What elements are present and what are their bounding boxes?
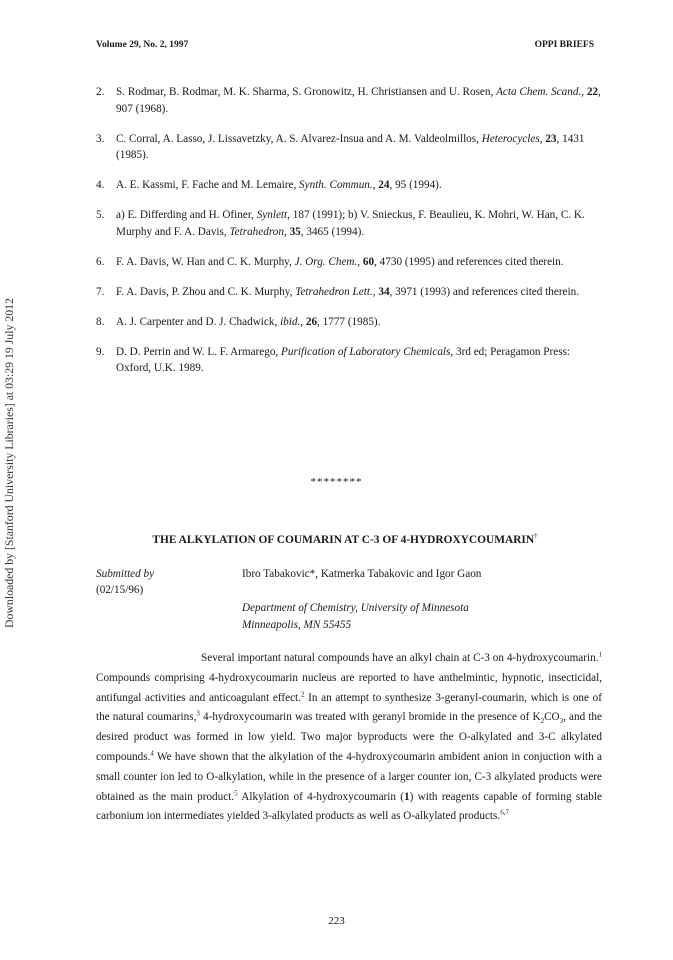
reference-pages: , 907 (1968). bbox=[116, 86, 601, 115]
reference-volume: 23 bbox=[545, 132, 557, 145]
reference-journal: Synth. Commun. bbox=[299, 179, 373, 191]
body-sentence: In an attempt to synthesize 3-geranyl-coumarin, which is one of the natural coumarins, bbox=[96, 691, 602, 724]
reference-journal: Acta Chem. Scand. bbox=[496, 86, 582, 98]
submitted-label: Submitted by bbox=[96, 568, 155, 580]
reference-sep: , bbox=[372, 285, 379, 298]
reference-authors: C. Corral, A. Lasso, J. Lissavetzky, A. S. Alvarez-Insua and A. M. Valdeolmillos, bbox=[116, 132, 482, 145]
reference-item bbox=[96, 284, 602, 301]
reference-authors: S. Rodmar, B. Rodmar, M. K. Sharma, S. Gronowitz, H. Christiansen and U. Rosen, bbox=[116, 86, 497, 98]
affiliation bbox=[242, 600, 469, 633]
reference-pages: , 3465 (1994). bbox=[300, 225, 365, 238]
body-sentence: Compounds comprising 4-hydroxycoumarin nucleus are reported to have anthelmintic, hypnotic, insecticidal, antifungal activities and anticoagulant effect. bbox=[96, 671, 602, 704]
body-sentence: Several important natural compounds have an alkyl chain at C-3 on 4-hydroxycoumarin. bbox=[201, 652, 599, 664]
reference-sep: , bbox=[581, 86, 587, 98]
reference-number: 4. bbox=[96, 179, 105, 191]
reference-book-title: Purification of Laboratory Chemicals bbox=[281, 345, 451, 358]
citation-ref: 2 bbox=[300, 689, 305, 698]
reference-volume: 24 bbox=[378, 179, 390, 191]
reference-authors-b: , 187 (1991); b) V. Snieckus, F. Beaulieu, K. Mohri, W. Han, C. K. Murphy and F. A. Davis, bbox=[116, 209, 585, 238]
reference-item bbox=[96, 131, 602, 164]
article-title-text: THE ALKYLATION OF COUMARIN AT C-3 OF 4-HYDROXYCOUMARIN bbox=[152, 533, 535, 546]
reference-volume: 22 bbox=[586, 86, 598, 98]
reference-journal-b: Tetrahedron bbox=[229, 225, 284, 238]
citation-ref: 1 bbox=[598, 650, 602, 659]
section-name: OPPI BRIEFS bbox=[534, 40, 594, 50]
citation-ref: 4 bbox=[150, 749, 154, 758]
body-paragraph bbox=[96, 649, 602, 827]
compound-number: 1 bbox=[404, 790, 410, 803]
title-footnote-mark: † bbox=[534, 532, 538, 540]
body-sentence: Alkylation of 4-hydroxycoumarin ( bbox=[237, 790, 404, 803]
reference-number: 9. bbox=[96, 345, 105, 358]
reference-number: 3. bbox=[96, 132, 105, 145]
reference-authors: F. A. Davis, P. Zhou and C. K. Murphy, bbox=[116, 285, 296, 298]
reference-item bbox=[96, 177, 602, 194]
reference-sep: , bbox=[372, 179, 379, 191]
submitted-date: (02/15/96) bbox=[96, 584, 144, 596]
reference-volume: 35 bbox=[289, 225, 301, 238]
reference-authors: F. A. Davis, W. Han and C. K. Murphy, bbox=[116, 255, 295, 268]
reference-sep: , bbox=[357, 255, 363, 268]
body-sentence: 4-hydroxycoumarin was treated with geranyl bromide in the presence of K bbox=[199, 711, 541, 724]
reference-sep: , bbox=[300, 315, 306, 328]
reference-sep: , bbox=[539, 132, 546, 145]
reference-pages: , 1777 (1985). bbox=[317, 315, 381, 328]
reference-journal: Heterocycles bbox=[481, 132, 540, 145]
affiliation-line: Department of Chemistry, University of Minnesota bbox=[242, 602, 469, 614]
reference-journal: ibid. bbox=[280, 315, 301, 328]
article-title bbox=[80, 532, 610, 546]
reference-pages: , 3971 (1993) and references cited therein. bbox=[389, 285, 580, 298]
reference-number: 6. bbox=[96, 255, 105, 268]
formula-subscript: 3 bbox=[559, 717, 564, 726]
formula-subscript: 2 bbox=[540, 717, 545, 726]
reference-pages: , 95 (1994). bbox=[389, 179, 442, 191]
reference-volume: 34 bbox=[378, 285, 390, 298]
reference-volume: 60 bbox=[362, 255, 375, 268]
reference-number: 5. bbox=[96, 209, 105, 221]
reference-number: 8. bbox=[96, 315, 105, 328]
citation-ref: 6,7 bbox=[500, 808, 509, 817]
reference-authors: A. J. Carpenter and D. J. Chadwick, bbox=[116, 315, 281, 328]
reference-authors: A. E. Kassmi, F. Fache and M. Lemaire, bbox=[116, 179, 300, 191]
citation-ref: 5 bbox=[234, 788, 238, 797]
body-sentence: , and the desired product was formed in low yield. Two major byproducts were the O-alkylated and 3-C alkylated compounds. bbox=[96, 711, 602, 763]
reference-pages: , 4730 (1995) and references cited therein. bbox=[374, 255, 564, 268]
reference-journal: J. Org. Chem. bbox=[294, 255, 358, 268]
reference-list bbox=[96, 84, 602, 390]
reference-publisher: , 3rd ed; Peragamon Press: Oxford, U.K. 1989. bbox=[116, 345, 571, 374]
body-sentence: ) with reagents capable of forming stable carbonium ion intermediates yielded 3-alkylated products as well as O-alkylated products. bbox=[96, 790, 602, 823]
journal-volume: Volume 29, No. 2, 1997 bbox=[96, 40, 189, 50]
reference-authors: a) E. Differding and H. Ofiner, bbox=[116, 209, 257, 221]
reference-item bbox=[96, 344, 602, 377]
page-number: 223 bbox=[328, 915, 345, 927]
reference-journal: Synlett bbox=[256, 209, 288, 221]
reference-pages: , 1431 (1985). bbox=[116, 132, 585, 161]
citation-ref: 3 bbox=[196, 709, 200, 718]
formula-part: CO bbox=[544, 711, 560, 724]
reference-item bbox=[96, 314, 602, 331]
reference-number: 2. bbox=[96, 86, 105, 98]
reference-authors: D. D. Perrin and W. L. F. Armarego, bbox=[116, 345, 282, 358]
reference-number: 7. bbox=[96, 285, 105, 298]
reference-volume: 26 bbox=[305, 315, 318, 328]
reference-sep: , bbox=[283, 225, 290, 238]
download-watermark-text: Downloaded by [Stanford University Libraries] at 03:29 19 July 2012 bbox=[2, 298, 16, 628]
reference-item bbox=[96, 84, 602, 117]
reference-item bbox=[96, 207, 602, 240]
author-list: Ibro Tabakovic*, Katmerka Tabakovic and Igor Gaon bbox=[242, 568, 482, 580]
download-watermark bbox=[2, 298, 18, 628]
body-sentence: We have shown that the alkylation of the 4-hydroxycoumarin ambident anion in conjuction with a small counter ion led to O-alkylation, while in the presence of a larger counter ion, C-3 alkylated products were obtained as the main product. bbox=[96, 750, 602, 803]
reference-item bbox=[96, 254, 602, 271]
affiliation-line: Minneapolis, MN 55455 bbox=[242, 618, 352, 631]
reference-journal: Tetrahedron Lett. bbox=[295, 285, 373, 298]
section-separator: ******** bbox=[310, 476, 363, 488]
